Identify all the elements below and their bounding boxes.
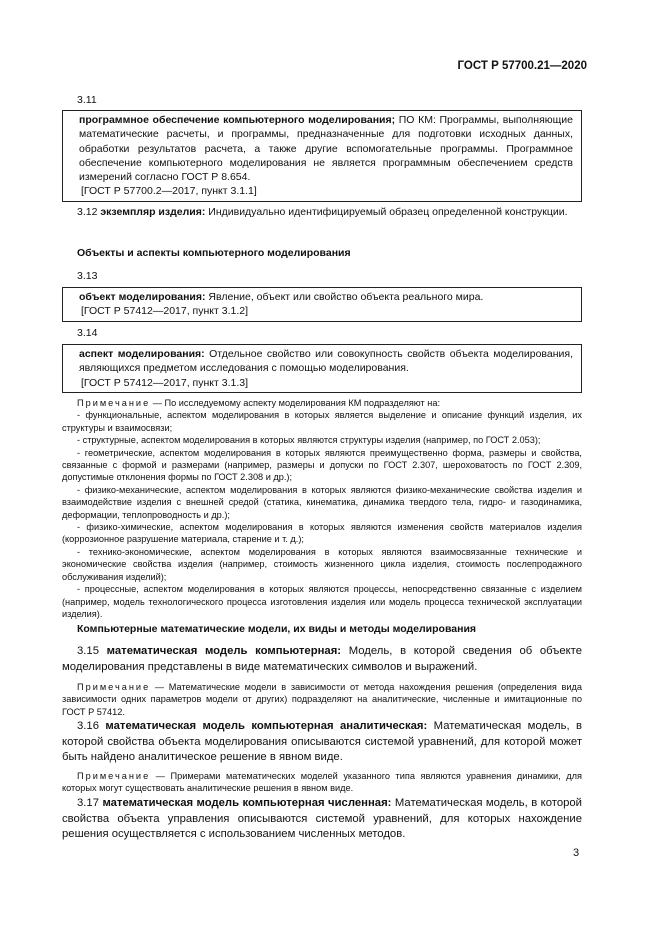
list-item: - физико-механические, аспектом моделирования в которых являются физико-механические свойства изделия и взаимодействие изделия с внешней средой (статика, кинематика, динамика твердого тела, гидро- и газодинамика, деформации, теплопроводность и др.); xyxy=(62,484,582,520)
term-definition: Модель, в которой сведения об объекте моделирования представлены в виде математических символов и выражений. xyxy=(62,645,582,673)
term-number: 3.15 xyxy=(77,645,99,657)
term-3-12 xyxy=(62,205,582,219)
term-definition: Индивидуально идентифицируемый образец определенной конструкции. xyxy=(205,206,568,218)
note-text: — Примерами математических моделей указанного типа являются уравнения динамики, для которых могут существовать аналитические решения в явном виде. xyxy=(62,771,582,794)
note-intro-text: — По исследуемому аспекту моделирования КМ подразделяют на: xyxy=(150,398,440,408)
term-definition: ПО КМ: Программы, выполняющие математические расчеты, и программы, предназначенные для подготовки исходных данных, обработки результатов расчета, а также другие вспомогательные программы. Программное обеспечение компьютерного моделирования не является программным обеспечением средств измерений согласно ГОСТ Р 8.654. xyxy=(79,114,573,184)
term-name: аспект моделирования: xyxy=(79,348,205,360)
term-reference: [ГОСТ Р 57700.2—2017, пункт 3.1.1] xyxy=(81,185,257,198)
note-3-15 xyxy=(62,681,582,718)
term-box-3-14 xyxy=(62,344,582,393)
document-header: ГОСТ Р 57700.21—2020 xyxy=(457,60,587,72)
note-label: Примечание xyxy=(77,771,151,781)
term-reference: [ГОСТ Р 57412—2017, пункт 3.1.3] xyxy=(81,376,249,389)
term-definition: Явление, объект или свойство объекта реального мира. xyxy=(205,291,484,303)
term-definition: Отдельное свойство или совокупность свойств объекта моделирования, являющихся предметом исследования с помощью моделирования. xyxy=(79,348,573,375)
section-heading: Объекты и аспекты компьютерного моделирования xyxy=(77,247,351,259)
term-name: математическая модель компьютерная аналитическая: xyxy=(105,720,428,732)
term-3-17 xyxy=(62,796,582,843)
list-item: - структурные, аспектом моделирования в которых являются структуры изделия (например, по ГОСТ 2.053); xyxy=(77,435,541,446)
term-name: математическая модель компьютерная численная: xyxy=(102,797,392,809)
note-3-16 xyxy=(62,770,582,795)
term-number: 3.16 xyxy=(77,720,99,732)
note-3-14 xyxy=(62,397,582,620)
term-3-16 xyxy=(62,719,582,766)
term-name: программное обеспечение компьютерного моделирования; xyxy=(79,114,396,126)
term-definition: Математическая модель, в которой свойства объекта моделирования описываются системой уравнений, для которой может быть найдено аналитическое решение в явном виде. xyxy=(62,720,583,763)
note-intro xyxy=(62,397,582,409)
term-3-15 xyxy=(62,644,582,675)
term-number: 3.12 xyxy=(77,206,98,218)
term-box-3-11 xyxy=(62,110,582,202)
page-number: 3 xyxy=(573,847,580,859)
list-item: - технико-экономические, аспектом моделирования в которых являются взаимосвязанные технические и экономические свойства изделия (например, стоимость жизненного цикла изделия, стоимость послепродажного обслуживания изделий); xyxy=(62,546,582,582)
list-item: - физико-химические, аспектом моделирования в которых являются изменения свойств материалов изделия (коррозионное разрушение материала, старение и т. д.); xyxy=(62,522,582,545)
section-heading: Компьютерные математические модели, их виды и методы моделирования xyxy=(77,623,477,635)
term-number: 3.17 xyxy=(77,797,99,809)
term-box-3-13 xyxy=(62,287,582,322)
list-item: - функциональные, аспектом моделирования в которых является выделение и описание функций изделия, их структуры и взаимосвязи; xyxy=(62,410,582,433)
term-name: объект моделирования: xyxy=(79,291,206,303)
term-name: математическая модель компьютерная: xyxy=(106,645,342,657)
note-label: Примечание xyxy=(77,398,151,408)
list-item: - геометрические, аспектом моделирования в которых являются преимущественно форма, размеры и свойства, связанные с формой и размерами (например, размеры и допуски по ГОСТ 2.307, шероховатость по ГОСТ 2.309, допустимые отклонения формы по ГОСТ 2.308 и др.); xyxy=(62,447,582,483)
term-reference: [ГОСТ Р 57412—2017, пункт 3.1.2] xyxy=(81,305,249,318)
term-name: экземпляр изделия: xyxy=(100,206,206,218)
term-definition: Математическая модель, в которой свойства объекта управления описываются системой уравнений, для которых нахождение решения осуществляется с использованием численных методов. xyxy=(62,797,582,840)
term-number: 3.14 xyxy=(77,327,98,339)
term-number: 3.13 xyxy=(77,270,98,282)
term-number: 3.11 xyxy=(77,94,97,106)
note-text: — Математические модели в зависимости от метода нахождения решения (определения вида зависимости одних параметров модели от других) подразделяют на аналитические, численные и имитационные по ГОСТ Р 57412. xyxy=(62,682,582,717)
list-item: - процессные, аспектом моделирования в которых являются процессы, непосредственно связанные с изделием (например, модель технологического процесса изготовления изделия или модель процесса технической эксплуатации изделия). xyxy=(62,584,582,619)
note-label: Примечание xyxy=(77,682,151,692)
